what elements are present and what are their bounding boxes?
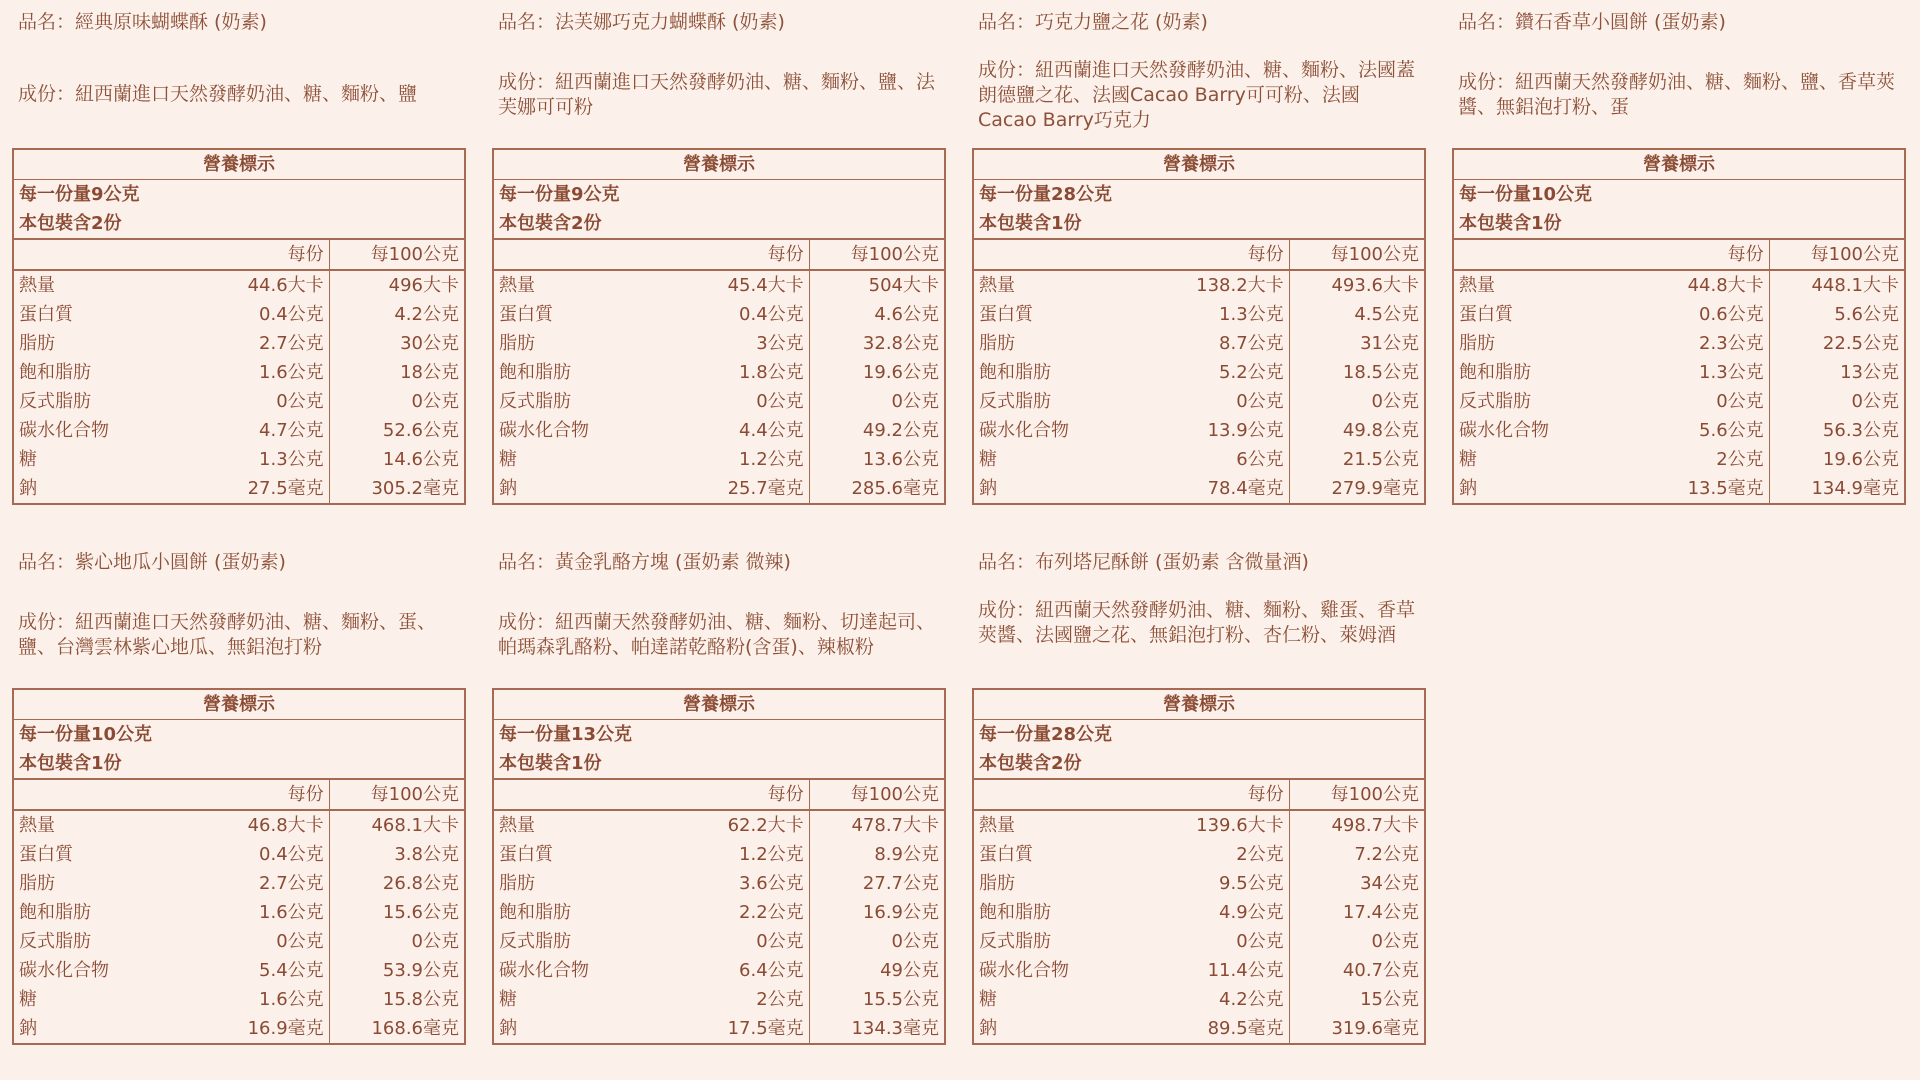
nutrient-name: 反式脂肪 [19, 391, 91, 412]
per-100g-value: 49.8公克 [1289, 416, 1425, 445]
nutrient-name: 脂肪 [979, 873, 1015, 894]
per-serving-value: 78.4毫克 [1207, 478, 1284, 499]
nutrient-row [1453, 445, 1905, 474]
nutrition-title: 營養標示 [973, 149, 1425, 180]
servings-per-package: 本包裝含2份 [19, 213, 122, 234]
per-100g-value: 52.6公克 [329, 416, 465, 445]
servings-per-package: 本包裝含1份 [1459, 213, 1562, 234]
nutrition-table [492, 688, 946, 1045]
per-serving-value: 139.6大卡 [1196, 815, 1284, 836]
per-serving-value: 2.7公克 [259, 333, 324, 354]
nutrient-row [13, 810, 465, 840]
per-serving-value: 6.4公克 [739, 960, 804, 981]
per-100g-value: 504大卡 [809, 270, 945, 300]
per-serving-value: 1.8公克 [739, 362, 804, 383]
per-100g-value: 15公克 [1289, 985, 1425, 1014]
header-blank [1453, 239, 1638, 270]
header-per-serving: 每份 [678, 239, 809, 270]
nutrient-name: 飽和脂肪 [19, 362, 91, 383]
nutrient-name: 反式脂肪 [499, 391, 571, 412]
per-serving-value: 62.2大卡 [727, 815, 804, 836]
per-100g-value: 18公克 [329, 358, 465, 387]
header-blank [973, 779, 1158, 810]
per-serving-value: 2.7公克 [259, 873, 324, 894]
nutrient-name: 熱量 [19, 275, 55, 296]
per-serving-value: 46.8大卡 [247, 815, 324, 836]
nutrition-table [972, 688, 1426, 1045]
per-serving-value: 2公克 [756, 989, 804, 1010]
per-100g-value: 8.9公克 [809, 840, 945, 869]
per-100g-value: 31公克 [1289, 329, 1425, 358]
product-name: 品名：經典原味蝴蝶酥 (奶素) [18, 11, 267, 33]
nutrient-row [973, 956, 1425, 985]
nutrient-name: 蛋白質 [19, 304, 73, 325]
nutrition-title: 營養標示 [13, 689, 465, 720]
per-100g-value: 134.9毫克 [1769, 474, 1905, 504]
per-serving-value: 45.4大卡 [727, 275, 804, 296]
nutrient-name: 反式脂肪 [979, 931, 1051, 952]
per-100g-value: 496大卡 [329, 270, 465, 300]
header-per-100g: 每100公克 [329, 239, 465, 270]
per-serving-value: 0.4公克 [259, 304, 324, 325]
product-ingredients: 成份：紐西蘭天然發酵奶油、糖、麵粉、鹽、香草莢醬、無鋁泡打粉、蛋 [1458, 71, 1896, 118]
nutrition-table [1452, 148, 1906, 505]
per-100g-value: 14.6公克 [329, 445, 465, 474]
per-100g-value: 26.8公克 [329, 869, 465, 898]
nutrient-row [493, 387, 945, 416]
nutrient-row [13, 985, 465, 1014]
nutrient-row [13, 1014, 465, 1044]
per-100g-value: 7.2公克 [1289, 840, 1425, 869]
nutrient-name: 飽和脂肪 [499, 362, 571, 383]
per-serving-value: 1.3公克 [1699, 362, 1764, 383]
per-100g-value: 493.6大卡 [1289, 270, 1425, 300]
servings-per-package: 本包裝含2份 [499, 213, 602, 234]
per-serving-value: 138.2大卡 [1196, 275, 1284, 296]
nutrition-title: 營養標示 [493, 689, 945, 720]
per-100g-value: 279.9毫克 [1289, 474, 1425, 504]
nutrient-name: 碳水化合物 [19, 960, 109, 981]
per-serving-value: 4.2公克 [1219, 989, 1284, 1010]
nutrient-row [13, 927, 465, 956]
nutrient-row [973, 810, 1425, 840]
nutrient-name: 蛋白質 [1459, 304, 1513, 325]
nutrient-row [13, 445, 465, 474]
header-blank [493, 239, 678, 270]
nutrient-name: 蛋白質 [979, 844, 1033, 865]
nutrient-name: 脂肪 [499, 333, 535, 354]
nutrient-row [973, 387, 1425, 416]
product-name: 品名：紫心地瓜小圓餅 (蛋奶素) [18, 551, 286, 573]
header-blank [13, 239, 198, 270]
nutrient-row [973, 445, 1425, 474]
per-serving-value: 4.7公克 [259, 420, 324, 441]
per-100g-value: 13公克 [1769, 358, 1905, 387]
per-serving-value: 25.7毫克 [727, 478, 804, 499]
nutrient-row [1453, 270, 1905, 300]
per-serving-value: 2公克 [1716, 449, 1764, 470]
header-per-serving: 每份 [678, 779, 809, 810]
per-100g-value: 4.6公克 [809, 300, 945, 329]
product-name: 品名：巧克力鹽之花 (奶素) [978, 11, 1208, 33]
per-100g-value: 19.6公克 [809, 358, 945, 387]
per-100g-value: 0公克 [329, 387, 465, 416]
nutrient-name: 碳水化合物 [1459, 420, 1549, 441]
per-serving-value: 13.5毫克 [1687, 478, 1764, 499]
per-100g-value: 30公克 [329, 329, 465, 358]
nutrient-row [493, 869, 945, 898]
nutrient-name: 碳水化合物 [499, 420, 589, 441]
header-per-100g: 每100公克 [329, 779, 465, 810]
per-100g-value: 22.5公克 [1769, 329, 1905, 358]
nutrient-name: 脂肪 [499, 873, 535, 894]
nutrient-row [493, 840, 945, 869]
serving-size: 每一份量13公克 [499, 724, 633, 745]
per-serving-value: 1.2公克 [739, 449, 804, 470]
nutrient-row [493, 445, 945, 474]
nutrition-title: 營養標示 [1453, 149, 1905, 180]
per-serving-value: 1.6公克 [259, 902, 324, 923]
nutrient-name: 脂肪 [19, 333, 55, 354]
per-serving-value: 44.8大卡 [1687, 275, 1764, 296]
nutrient-row [493, 927, 945, 956]
nutrient-row [1453, 329, 1905, 358]
per-100g-value: 4.2公克 [329, 300, 465, 329]
nutrient-name: 鈉 [1459, 478, 1477, 499]
nutrient-row [493, 810, 945, 840]
servings-per-package: 本包裝含1份 [499, 753, 602, 774]
nutrient-name: 糖 [19, 989, 37, 1010]
per-100g-value: 498.7大卡 [1289, 810, 1425, 840]
per-serving-value: 11.4公克 [1207, 960, 1284, 981]
nutrient-row [493, 1014, 945, 1044]
serving-size: 每一份量28公克 [979, 724, 1113, 745]
nutrient-name: 飽和脂肪 [499, 902, 571, 923]
nutrition-title: 營養標示 [13, 149, 465, 180]
per-100g-value: 319.6毫克 [1289, 1014, 1425, 1044]
serving-size: 每一份量9公克 [499, 184, 620, 205]
per-100g-value: 285.6毫克 [809, 474, 945, 504]
nutrient-name: 熱量 [499, 815, 535, 836]
nutrient-name: 糖 [19, 449, 37, 470]
nutrient-name: 蛋白質 [499, 304, 553, 325]
nutrition-table [12, 148, 466, 505]
header-blank [493, 779, 678, 810]
per-100g-value: 0公克 [1769, 387, 1905, 416]
nutrient-row [493, 956, 945, 985]
per-serving-value: 27.5毫克 [247, 478, 324, 499]
nutrient-row [493, 329, 945, 358]
per-100g-value: 134.3毫克 [809, 1014, 945, 1044]
product-name: 品名：鑽石香草小圓餅 (蛋奶素) [1458, 11, 1726, 33]
nutrient-name: 蛋白質 [19, 844, 73, 865]
nutrient-row [1453, 474, 1905, 504]
nutrient-name: 反式脂肪 [19, 931, 91, 952]
nutrition-table [12, 688, 466, 1045]
header-per-100g: 每100公克 [1769, 239, 1905, 270]
per-100g-value: 0公克 [329, 927, 465, 956]
serving-size: 每一份量10公克 [1459, 184, 1593, 205]
per-100g-value: 32.8公克 [809, 329, 945, 358]
per-100g-value: 168.6毫克 [329, 1014, 465, 1044]
per-100g-value: 448.1大卡 [1769, 270, 1905, 300]
nutrient-row [13, 270, 465, 300]
per-serving-value: 3.6公克 [739, 873, 804, 894]
per-serving-value: 0公克 [276, 931, 324, 952]
per-serving-value: 1.3公克 [259, 449, 324, 470]
nutrient-row [973, 358, 1425, 387]
nutrient-name: 熱量 [979, 275, 1015, 296]
per-serving-value: 5.4公克 [259, 960, 324, 981]
per-serving-value: 0公克 [756, 931, 804, 952]
per-100g-value: 18.5公克 [1289, 358, 1425, 387]
per-100g-value: 34公克 [1289, 869, 1425, 898]
per-serving-value: 0.4公克 [739, 304, 804, 325]
per-serving-value: 13.9公克 [1207, 420, 1284, 441]
servings-per-package: 本包裝含1份 [19, 753, 122, 774]
nutrient-name: 碳水化合物 [19, 420, 109, 441]
product-ingredients: 成份：紐西蘭進口天然發酵奶油、糖、麵粉、蛋、鹽、台灣雲林紫心地瓜、無鋁泡打粉 [18, 611, 437, 658]
header-blank [973, 239, 1158, 270]
header-per-serving: 每份 [198, 779, 329, 810]
nutrient-row [13, 869, 465, 898]
per-100g-value: 15.6公克 [329, 898, 465, 927]
header-per-100g: 每100公克 [1289, 239, 1425, 270]
nutrient-row [973, 474, 1425, 504]
nutrient-row [13, 358, 465, 387]
product-ingredients: 成份：紐西蘭天然發酵奶油、糖、麵粉、切達起司、帕瑪森乳酪粉、帕達諾乾酪粉(含蛋)、辣椒粉 [498, 611, 936, 658]
nutrient-row [973, 869, 1425, 898]
per-serving-value: 2.2公克 [739, 902, 804, 923]
per-100g-value: 5.6公克 [1769, 300, 1905, 329]
nutrient-row [973, 300, 1425, 329]
per-100g-value: 0公克 [1289, 927, 1425, 956]
nutrient-row [1453, 358, 1905, 387]
per-serving-value: 5.2公克 [1219, 362, 1284, 383]
per-serving-value: 0公克 [756, 391, 804, 412]
nutrient-name: 蛋白質 [979, 304, 1033, 325]
per-100g-value: 468.1大卡 [329, 810, 465, 840]
per-100g-value: 13.6公克 [809, 445, 945, 474]
per-100g-value: 27.7公克 [809, 869, 945, 898]
nutrient-row [973, 270, 1425, 300]
per-100g-value: 49公克 [809, 956, 945, 985]
nutrient-row [973, 416, 1425, 445]
servings-per-package: 本包裝含2份 [979, 753, 1082, 774]
nutrient-row [493, 270, 945, 300]
per-serving-value: 89.5毫克 [1207, 1018, 1284, 1039]
product-ingredients: 成份：紐西蘭進口天然發酵奶油、糖、麵粉、法國蓋朗德鹽之花、法國Cacao Barry可可粉、法國Cacao Barry巧克力 [978, 59, 1416, 131]
nutrient-name: 熱量 [19, 815, 55, 836]
per-serving-value: 1.6公克 [259, 989, 324, 1010]
nutrient-row [973, 985, 1425, 1014]
header-per-serving: 每份 [198, 239, 329, 270]
nutrient-row [973, 927, 1425, 956]
nutrient-name: 糖 [979, 989, 997, 1010]
header-per-serving: 每份 [1158, 779, 1289, 810]
nutrient-row [493, 898, 945, 927]
nutrient-row [1453, 416, 1905, 445]
nutrient-name: 飽和脂肪 [19, 902, 91, 923]
nutrient-row [1453, 387, 1905, 416]
serving-size: 每一份量10公克 [19, 724, 153, 745]
nutrient-row [13, 956, 465, 985]
per-100g-value: 0公克 [809, 927, 945, 956]
per-serving-value: 4.9公克 [1219, 902, 1284, 923]
per-serving-value: 2公克 [1236, 844, 1284, 865]
nutrient-row [973, 329, 1425, 358]
nutrient-name: 鈉 [19, 478, 37, 499]
nutrient-name: 熱量 [979, 815, 1015, 836]
nutrient-row [493, 300, 945, 329]
nutrient-name: 反式脂肪 [499, 931, 571, 952]
nutrition-title: 營養標示 [493, 149, 945, 180]
header-per-serving: 每份 [1158, 239, 1289, 270]
nutrient-row [493, 358, 945, 387]
per-100g-value: 15.8公克 [329, 985, 465, 1014]
per-serving-value: 2.3公克 [1699, 333, 1764, 354]
per-serving-value: 4.4公克 [739, 420, 804, 441]
nutrient-name: 飽和脂肪 [1459, 362, 1531, 383]
nutrient-row [973, 898, 1425, 927]
per-100g-value: 49.2公克 [809, 416, 945, 445]
servings-per-package: 本包裝含1份 [979, 213, 1082, 234]
nutrient-row [1453, 300, 1905, 329]
per-serving-value: 0公克 [276, 391, 324, 412]
nutrient-name: 飽和脂肪 [979, 362, 1051, 383]
nutrition-table [972, 148, 1426, 505]
per-100g-value: 478.7大卡 [809, 810, 945, 840]
nutrient-name: 鈉 [499, 478, 517, 499]
nutrient-row [13, 416, 465, 445]
nutrient-name: 碳水化合物 [979, 960, 1069, 981]
nutrient-row [13, 474, 465, 504]
nutrient-name: 熱量 [499, 275, 535, 296]
nutrient-row [493, 985, 945, 1014]
nutrient-row [13, 300, 465, 329]
nutrient-name: 糖 [1459, 449, 1477, 470]
per-100g-value: 21.5公克 [1289, 445, 1425, 474]
product-name: 品名：布列塔尼酥餅 (蛋奶素 含微量酒) [978, 551, 1309, 573]
per-serving-value: 6公克 [1236, 449, 1284, 470]
nutrient-name: 飽和脂肪 [979, 902, 1051, 923]
per-serving-value: 5.6公克 [1699, 420, 1764, 441]
nutrient-name: 蛋白質 [499, 844, 553, 865]
per-100g-value: 0公克 [1289, 387, 1425, 416]
serving-size: 每一份量28公克 [979, 184, 1113, 205]
per-100g-value: 0公克 [809, 387, 945, 416]
nutrient-name: 鈉 [979, 1018, 997, 1039]
nutrient-row [493, 416, 945, 445]
per-serving-value: 44.6大卡 [247, 275, 324, 296]
per-serving-value: 0.6公克 [1699, 304, 1764, 325]
per-100g-value: 4.5公克 [1289, 300, 1425, 329]
product-name: 品名：黃金乳酪方塊 (蛋奶素 微辣) [498, 551, 791, 573]
product-ingredients: 成份：紐西蘭進口天然發酵奶油、糖、麵粉、鹽 [18, 83, 418, 105]
nutrient-name: 糖 [979, 449, 997, 470]
nutrient-name: 反式脂肪 [979, 391, 1051, 412]
per-100g-value: 15.5公克 [809, 985, 945, 1014]
nutrient-row [973, 840, 1425, 869]
nutrient-name: 碳水化合物 [499, 960, 589, 981]
product-name: 品名：法芙娜巧克力蝴蝶酥 (奶素) [498, 11, 785, 33]
per-100g-value: 16.9公克 [809, 898, 945, 927]
nutrient-name: 脂肪 [19, 873, 55, 894]
header-blank [13, 779, 198, 810]
nutrient-row [13, 387, 465, 416]
product-ingredients: 成份：紐西蘭天然發酵奶油、糖、麵粉、雞蛋、香草莢醬、法國鹽之花、無鋁泡打粉、杏仁粉、萊姆酒 [978, 599, 1416, 646]
nutrition-title: 營養標示 [973, 689, 1425, 720]
header-per-serving: 每份 [1638, 239, 1769, 270]
nutrient-row [13, 898, 465, 927]
per-serving-value: 3公克 [756, 333, 804, 354]
per-100g-value: 53.9公克 [329, 956, 465, 985]
per-100g-value: 3.8公克 [329, 840, 465, 869]
nutrient-name: 糖 [499, 989, 517, 1010]
nutrient-row [973, 1014, 1425, 1044]
serving-size: 每一份量9公克 [19, 184, 140, 205]
nutrient-name: 脂肪 [979, 333, 1015, 354]
per-100g-value: 56.3公克 [1769, 416, 1905, 445]
per-serving-value: 0.4公克 [259, 844, 324, 865]
per-serving-value: 1.6公克 [259, 362, 324, 383]
nutrient-name: 鈉 [979, 478, 997, 499]
per-serving-value: 0公克 [1236, 931, 1284, 952]
nutrient-name: 反式脂肪 [1459, 391, 1531, 412]
per-serving-value: 17.5毫克 [727, 1018, 804, 1039]
per-serving-value: 1.3公克 [1219, 304, 1284, 325]
nutrient-name: 鈉 [19, 1018, 37, 1039]
per-serving-value: 1.2公克 [739, 844, 804, 865]
per-serving-value: 9.5公克 [1219, 873, 1284, 894]
nutrient-name: 糖 [499, 449, 517, 470]
per-serving-value: 16.9毫克 [247, 1018, 324, 1039]
nutrition-table [492, 148, 946, 505]
per-100g-value: 40.7公克 [1289, 956, 1425, 985]
product-ingredients: 成份：紐西蘭進口天然發酵奶油、糖、麵粉、鹽、法芙娜可可粉 [498, 71, 936, 118]
per-100g-value: 305.2毫克 [329, 474, 465, 504]
header-per-100g: 每100公克 [809, 779, 945, 810]
per-serving-value: 8.7公克 [1219, 333, 1284, 354]
header-per-100g: 每100公克 [1289, 779, 1425, 810]
nutrient-row [13, 329, 465, 358]
header-per-100g: 每100公克 [809, 239, 945, 270]
nutrient-name: 鈉 [499, 1018, 517, 1039]
per-100g-value: 19.6公克 [1769, 445, 1905, 474]
nutrient-name: 碳水化合物 [979, 420, 1069, 441]
per-serving-value: 0公克 [1236, 391, 1284, 412]
nutrient-name: 脂肪 [1459, 333, 1495, 354]
per-serving-value: 0公克 [1716, 391, 1764, 412]
nutrient-name: 熱量 [1459, 275, 1495, 296]
nutrient-row [493, 474, 945, 504]
nutrient-row [13, 840, 465, 869]
per-100g-value: 17.4公克 [1289, 898, 1425, 927]
